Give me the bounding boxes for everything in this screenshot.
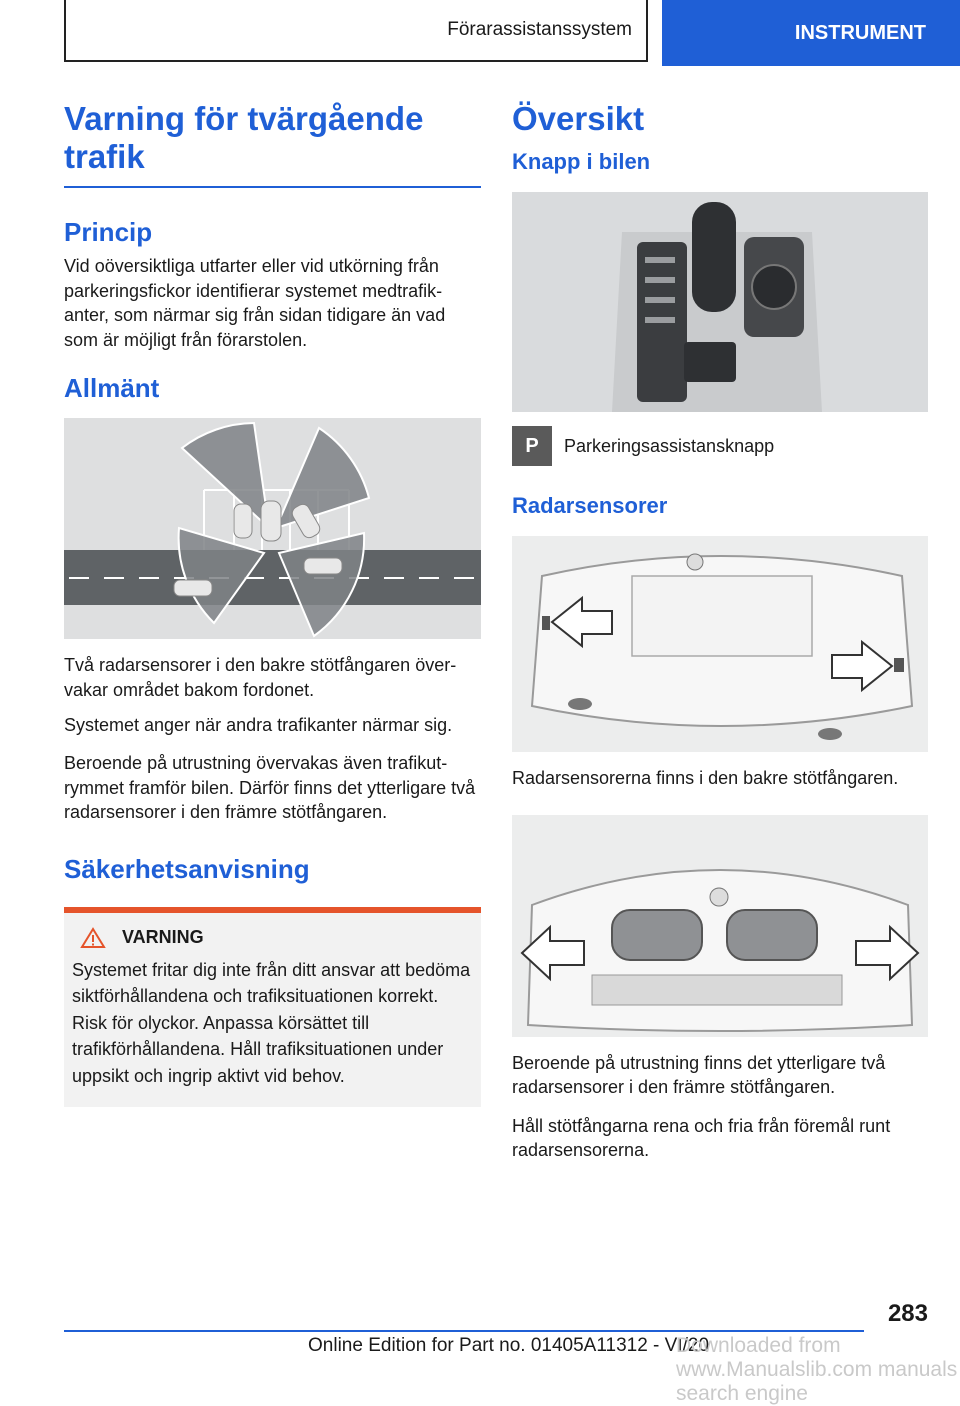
general-text-2: Systemet anger när andra trafikanter närmar sig.: [64, 714, 453, 735]
watermark: Downloaded from www.Manualslib.com manuals search engine: [676, 1334, 958, 1405]
header-chapter-tab[interactable]: [662, 0, 960, 66]
warning-label: VARNING: [122, 927, 204, 948]
button-legend: [512, 426, 928, 466]
front-text-1: Beroende på utrustning finns det ytterligare två radarsensorer i den främre stötfångaren.: [512, 1052, 886, 1098]
rear-bumper-illustration: [512, 536, 928, 752]
general-text-1: Två radarsensorer i den bakre stötfångaren övervakar området bakom fordonet.: [64, 655, 457, 700]
page-title: Varning för tvärgående trafik: [64, 100, 481, 188]
footer-rule: [64, 1330, 864, 1332]
rear-bumper-photo: [512, 536, 928, 752]
general-heading: Allmänt: [64, 373, 160, 404]
button-legend-label: Parkeringsassistansknapp: [564, 435, 775, 456]
warning-triangle-icon: [80, 927, 106, 949]
header-section-title: Förarassistanssystem: [447, 19, 632, 40]
parking-assist-icon: P: [512, 426, 552, 466]
warning-text: Systemet fritar dig inte från ditt ansvar att bedöma siktförhållandena och trafiksituationen korrekt. Risk för olyckor. Anpassa körsättet till trafikförhållandena. Håll trafiksituationen under uppsikt och ingrip aktivt vid behov.: [72, 959, 471, 1086]
front-text-2: Håll stötfångarna rena och fria från föremål runt radarsensorerna.: [512, 1115, 891, 1161]
console-illustration: [512, 192, 928, 412]
right-column: [512, 100, 928, 1173]
radar-zones-diagram: [64, 418, 481, 639]
warning-title-row: [80, 927, 473, 949]
front-bumper-illustration: [512, 815, 928, 1037]
rear-caption: Radarsensorerna finns i den bakre stötfångaren.: [512, 768, 899, 788]
sensors-heading: Radarsensorer: [512, 493, 668, 518]
edition-text: Online Edition for Part no. 01405A11312 - VI/20: [308, 1335, 710, 1356]
general-text-3: Beroende på utrustning övervakas även trafikutrymmet framför bilen. Därför finns det ytterligare två radarsensorer i den främre stötfångaren.: [64, 753, 476, 823]
center-console-photo: [512, 192, 928, 412]
cross-traffic-illustration: [64, 418, 481, 639]
page-number: 283: [887, 1300, 928, 1327]
principle-text: Vid oöversiktliga utfarter eller vid utkörning från parkeringsfickor identifierar systemet medtrafikanter, som närmar sig från sidan tidigare än vad som är möjligt från förarstolen.: [64, 256, 446, 350]
header-section-box: [64, 0, 648, 62]
overview-heading: Översikt: [512, 100, 645, 137]
front-bumper-photo: [512, 815, 928, 1037]
left-column: [64, 100, 481, 1107]
header-chapter-label: INSTRUMENT: [794, 21, 926, 44]
warning-box: [64, 913, 481, 1108]
button-heading: Knapp i bilen: [512, 149, 651, 174]
principle-heading: Princip: [64, 217, 153, 247]
safety-heading: Säkerhetsanvisning: [64, 853, 310, 884]
